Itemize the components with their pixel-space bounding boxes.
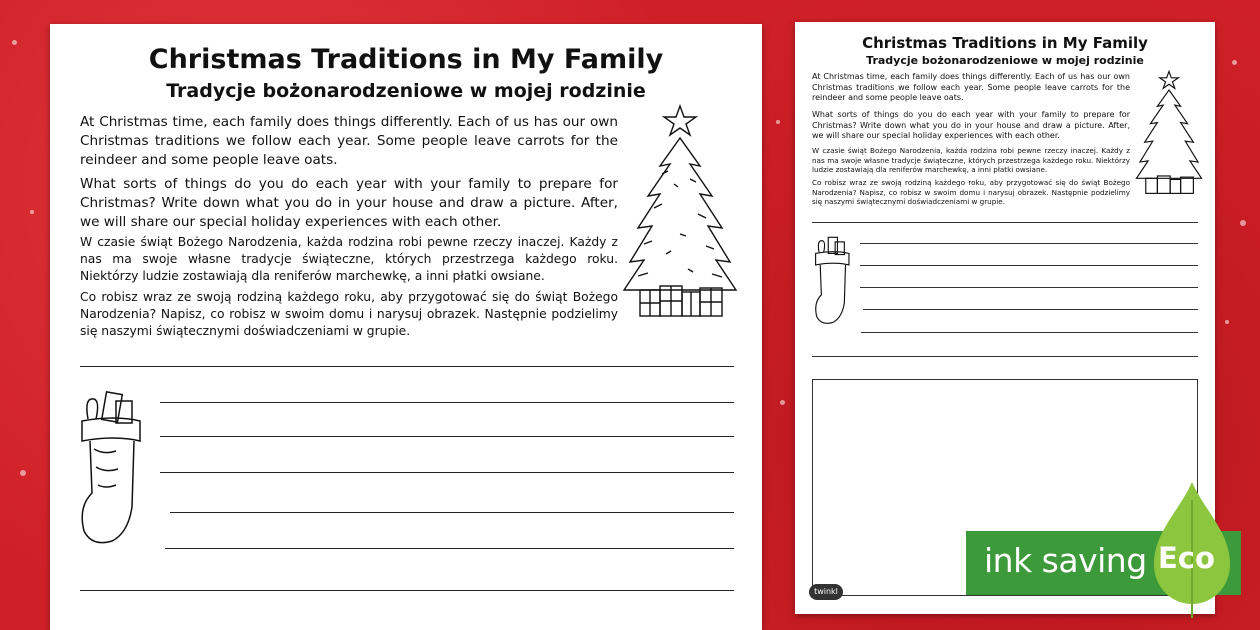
ink-saving-label: ink saving: [984, 541, 1147, 580]
writing-line[interactable]: [860, 287, 1198, 288]
snow-speck: [20, 470, 26, 476]
worksheet-subtitle: Tradycje bożonarodzeniowe w mojej rodzinie: [166, 80, 646, 102]
task-paragraph-en: What sorts of things do you do each year with your family to prepare for Christmas? Write down what you do in your house and draw a picture. After, we will share our special holiday experiences with each other.: [812, 110, 1130, 140]
snow-speck: [30, 210, 34, 214]
snow-speck: [1232, 60, 1237, 65]
stocking-icon: [811, 234, 857, 328]
worksheet-large: [50, 24, 762, 630]
twinkl-logo: twinkl: [809, 584, 843, 600]
writing-line[interactable]: [860, 265, 1198, 266]
writing-line[interactable]: [80, 366, 734, 367]
task-paragraph-en: What sorts of things do you do each year with your family to prepare for Christmas? Write down what you do in your house and draw a picture. After, we will share our special holiday experiences with each other.: [80, 176, 618, 230]
snow-speck: [1225, 320, 1229, 324]
writing-line[interactable]: [812, 222, 1198, 223]
writing-line[interactable]: [812, 356, 1198, 357]
snow-speck: [12, 40, 17, 45]
intro-paragraph-en: At Christmas time, each family does things differently. Each of us has our own Christmas traditions we follow each year. Some people leave carrots for the reindeer and some people leave oats.: [80, 114, 618, 168]
christmas-tree-icon: [1133, 70, 1205, 196]
writing-line[interactable]: [160, 472, 734, 473]
intro-paragraph-en: At Christmas time, each family does things differently. Each of us has our own Christmas traditions we follow each year. Some people leave carrots for the reindeer and some people leave oats.: [812, 72, 1130, 102]
task-paragraph-pl: Co robisz wraz ze swoją rodziną każdego roku, aby przygotować się do świąt Bożego Narodzenia? Napisz, co robisz w swoim domu i narysuj obrazek. Następnie podzielimy się naszymi świątecznymi doświadczeniami w grupie.: [812, 178, 1130, 206]
christmas-tree-icon: [618, 104, 742, 320]
intro-paragraph-pl: W czasie świąt Bożego Narodzenia, każda rodzina robi pewne rzeczy inaczej. Każdy z nas ma swoje własne tradycje świąteczne, których przestrzega każdego roku. Niektórzy ludzie zostawiają dla reniferów marchewkę, a inni płatki owsiane.: [80, 235, 618, 283]
snow-speck: [776, 120, 780, 124]
writing-line[interactable]: [160, 402, 734, 403]
snow-speck: [780, 400, 785, 405]
writing-line[interactable]: [160, 436, 734, 437]
eco-label: Eco: [1158, 541, 1215, 575]
writing-line[interactable]: [165, 548, 734, 549]
stocking-icon: [74, 389, 154, 549]
writing-line[interactable]: [80, 590, 734, 591]
worksheet-subtitle: Tradycje bożonarodzeniowe w mojej rodzinie: [866, 54, 1144, 67]
writing-line[interactable]: [863, 309, 1198, 310]
writing-line[interactable]: [861, 332, 1198, 333]
task-paragraph-pl: Co robisz wraz ze swoją rodziną każdego roku, aby przygotować się do świąt Bożego Narodzenia? Napisz, co robisz w swoim domu i narysuj obrazek. Następnie podzielimy się naszymi świątecznymi doświadczeniami w grupie.: [80, 290, 618, 338]
writing-line[interactable]: [860, 243, 1198, 244]
intro-paragraph-pl: W czasie świąt Bożego Narodzenia, każda rodzina robi pewne rzeczy inaczej. Każdy z nas ma swoje własne tradycje świąteczne, których przestrzega każdego roku. Niektórzy ludzie zostawiają dla reniferów marchewkę, a inni płatki owsiane.: [812, 146, 1130, 174]
writing-line[interactable]: [170, 512, 734, 513]
snow-speck: [1240, 220, 1246, 226]
worksheet-title: Christmas Traditions in My Family: [148, 44, 664, 75]
worksheet-title: Christmas Traditions in My Family: [862, 34, 1148, 52]
